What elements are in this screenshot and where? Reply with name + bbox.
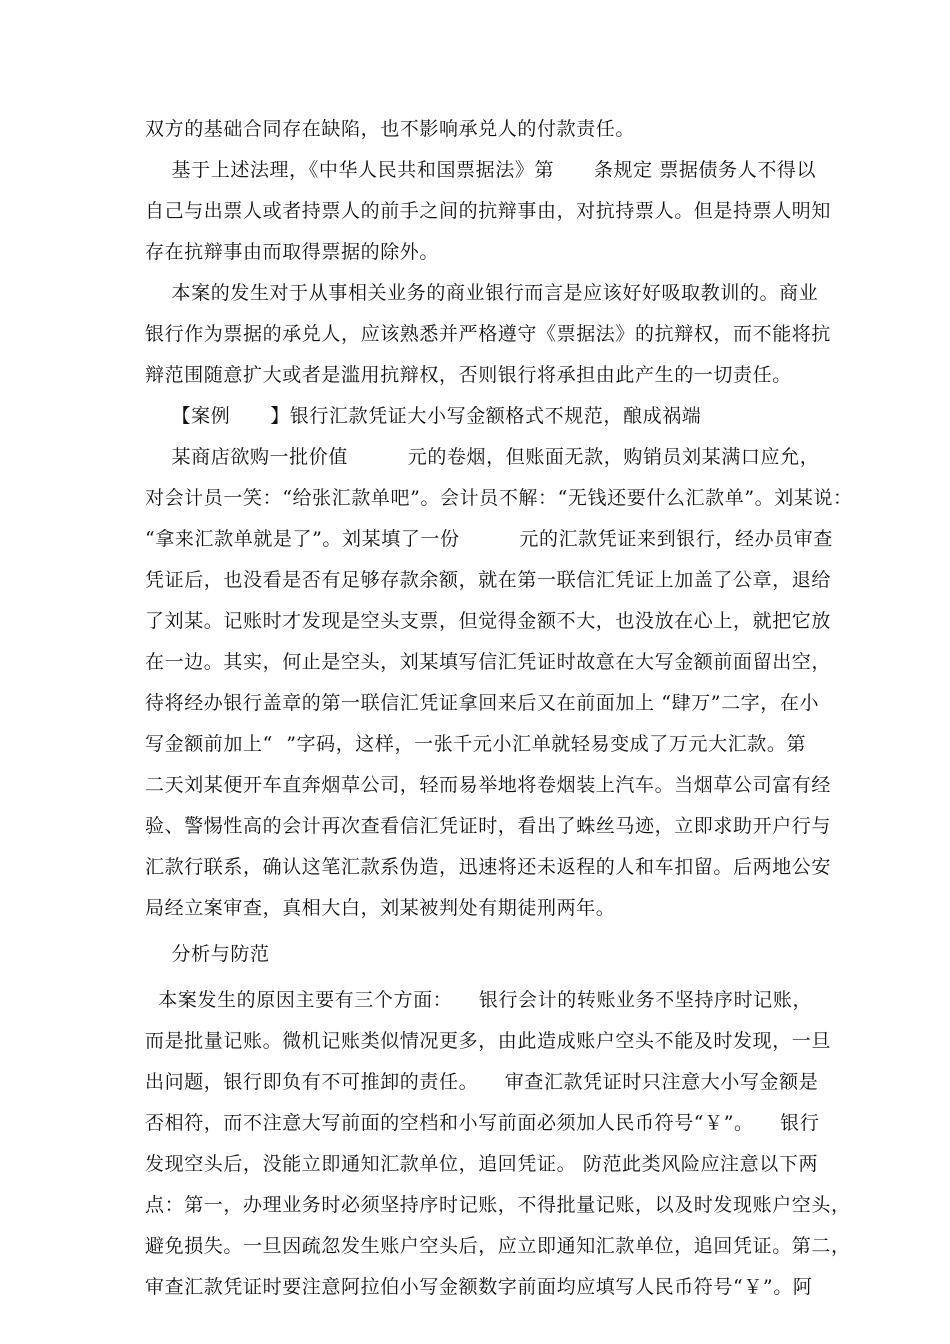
text-line: 对会计员一笑：“给张汇款单吧”。会计员不解：“无钱还要什么汇款单”。刘某说： xyxy=(145,487,853,509)
text-line: 辩范围随意扩大或者是滥用抗辩权，否则银行将承担由此产生的一切责任。 xyxy=(145,364,792,386)
text-line: 待将经办银行盖章的第一联信汇凭证拿回来后又在前面加上 “肆万”二字，在小 xyxy=(145,692,820,714)
text-line: 局经立案审查，真相大白，刘某被判处有期徒刑两年。 xyxy=(145,897,616,919)
section-heading: 分析与防范 xyxy=(145,943,270,965)
text-line: 本案发生的原因主要有三个方面： 银行会计的转账业务不坚持序时记账， xyxy=(145,989,813,1011)
text-line: 自己与出票人或者持票人的前手之间的抗辩事由，对抗持票人。但是持票人明知 xyxy=(145,200,832,222)
text-line: 验、警惕性高的会计再次查看信汇凭证时，看出了蛛丝马迹，立即求助开户行与 xyxy=(145,815,832,837)
text-line: 出问题，银行即负有不可推卸的责任。 审查汇款凭证时只注意大小写金额是 xyxy=(145,1071,819,1093)
text-line: 本案的发生对于从事相关业务的商业银行而言是应该好好吸取教训的。商业 xyxy=(145,282,819,304)
text-line: 写金额前加上“ ”字码，这样，一张千元小汇单就轻易变成了万元大汇款。第 xyxy=(145,733,807,755)
text-line: 点：第一，办理业务时必须坚持序时记账，不得批量记账，以及时发现账户空头， xyxy=(145,1194,851,1216)
text-line: 在一边。其实，何止是空头，刘某填写信汇凭证时故意在大写金额前面留出空， xyxy=(145,651,832,673)
text-line: 避免损失。一旦因疏忽发生账户空头后，应立即通知汇款单位，追回凭证。第二， xyxy=(145,1235,851,1257)
text-line: 发现空头后，没能立即通知汇款单位，追回凭证。 防范此类风险应注意以下两 xyxy=(145,1153,819,1175)
text-line: 凭证后，也没看是否有足够存款余额，就在第一联信汇凭证上加盖了公章，退给 xyxy=(145,569,832,591)
text-line: 而是批量记账。微机记账类似情况更多，由此造成账户空头不能及时发现，一旦 xyxy=(145,1030,832,1052)
text-line: 审查汇款凭证时要注意阿拉伯小写金额数字前面均应填写人民币符号“￥”。阿 xyxy=(145,1276,813,1298)
text-line: “拿来汇款单就是了”。刘某填了一份 元的汇款凭证来到银行，经办员审查 xyxy=(145,528,833,550)
text-line: 汇款行联系，确认这笔汇款系伪造，迅速将还未返程的人和车扣留。后两地公安 xyxy=(145,856,832,878)
text-line: 双方的基础合同存在缺陷，也不影响承兑人的付款责任。 xyxy=(145,118,636,140)
case-heading: 【案例 】银行汇款凭证大小写金额格式不规范，酿成祸端 xyxy=(145,405,702,427)
text-line: 银行作为票据的承兑人，应该熟悉并严格遵守《票据法》的抗辩权，而不能将抗 xyxy=(145,323,832,345)
text-line: 基于上述法理，《中华人民共和国票据法》第 条规定 票据债务人不得以 xyxy=(145,159,817,181)
text-line: 某商店欲购一批价值 元的卷烟，但账面无款，购销员刘某满口应允， xyxy=(145,446,820,468)
text-line: 了刘某。记账时才发现是空头支票，但觉得金额不大，也没放在心上，就把它放 xyxy=(145,610,832,632)
text-line: 存在抗辩事由而取得票据的除外。 xyxy=(145,241,440,263)
text-line: 否相符，而不注意大写前面的空档和小写前面必须加人民币符号“￥”。 银行 xyxy=(145,1112,820,1134)
text-line: 二天刘某便开车直奔烟草公司，轻而易举地将卷烟装上汽车。当烟草公司富有经 xyxy=(145,774,832,796)
